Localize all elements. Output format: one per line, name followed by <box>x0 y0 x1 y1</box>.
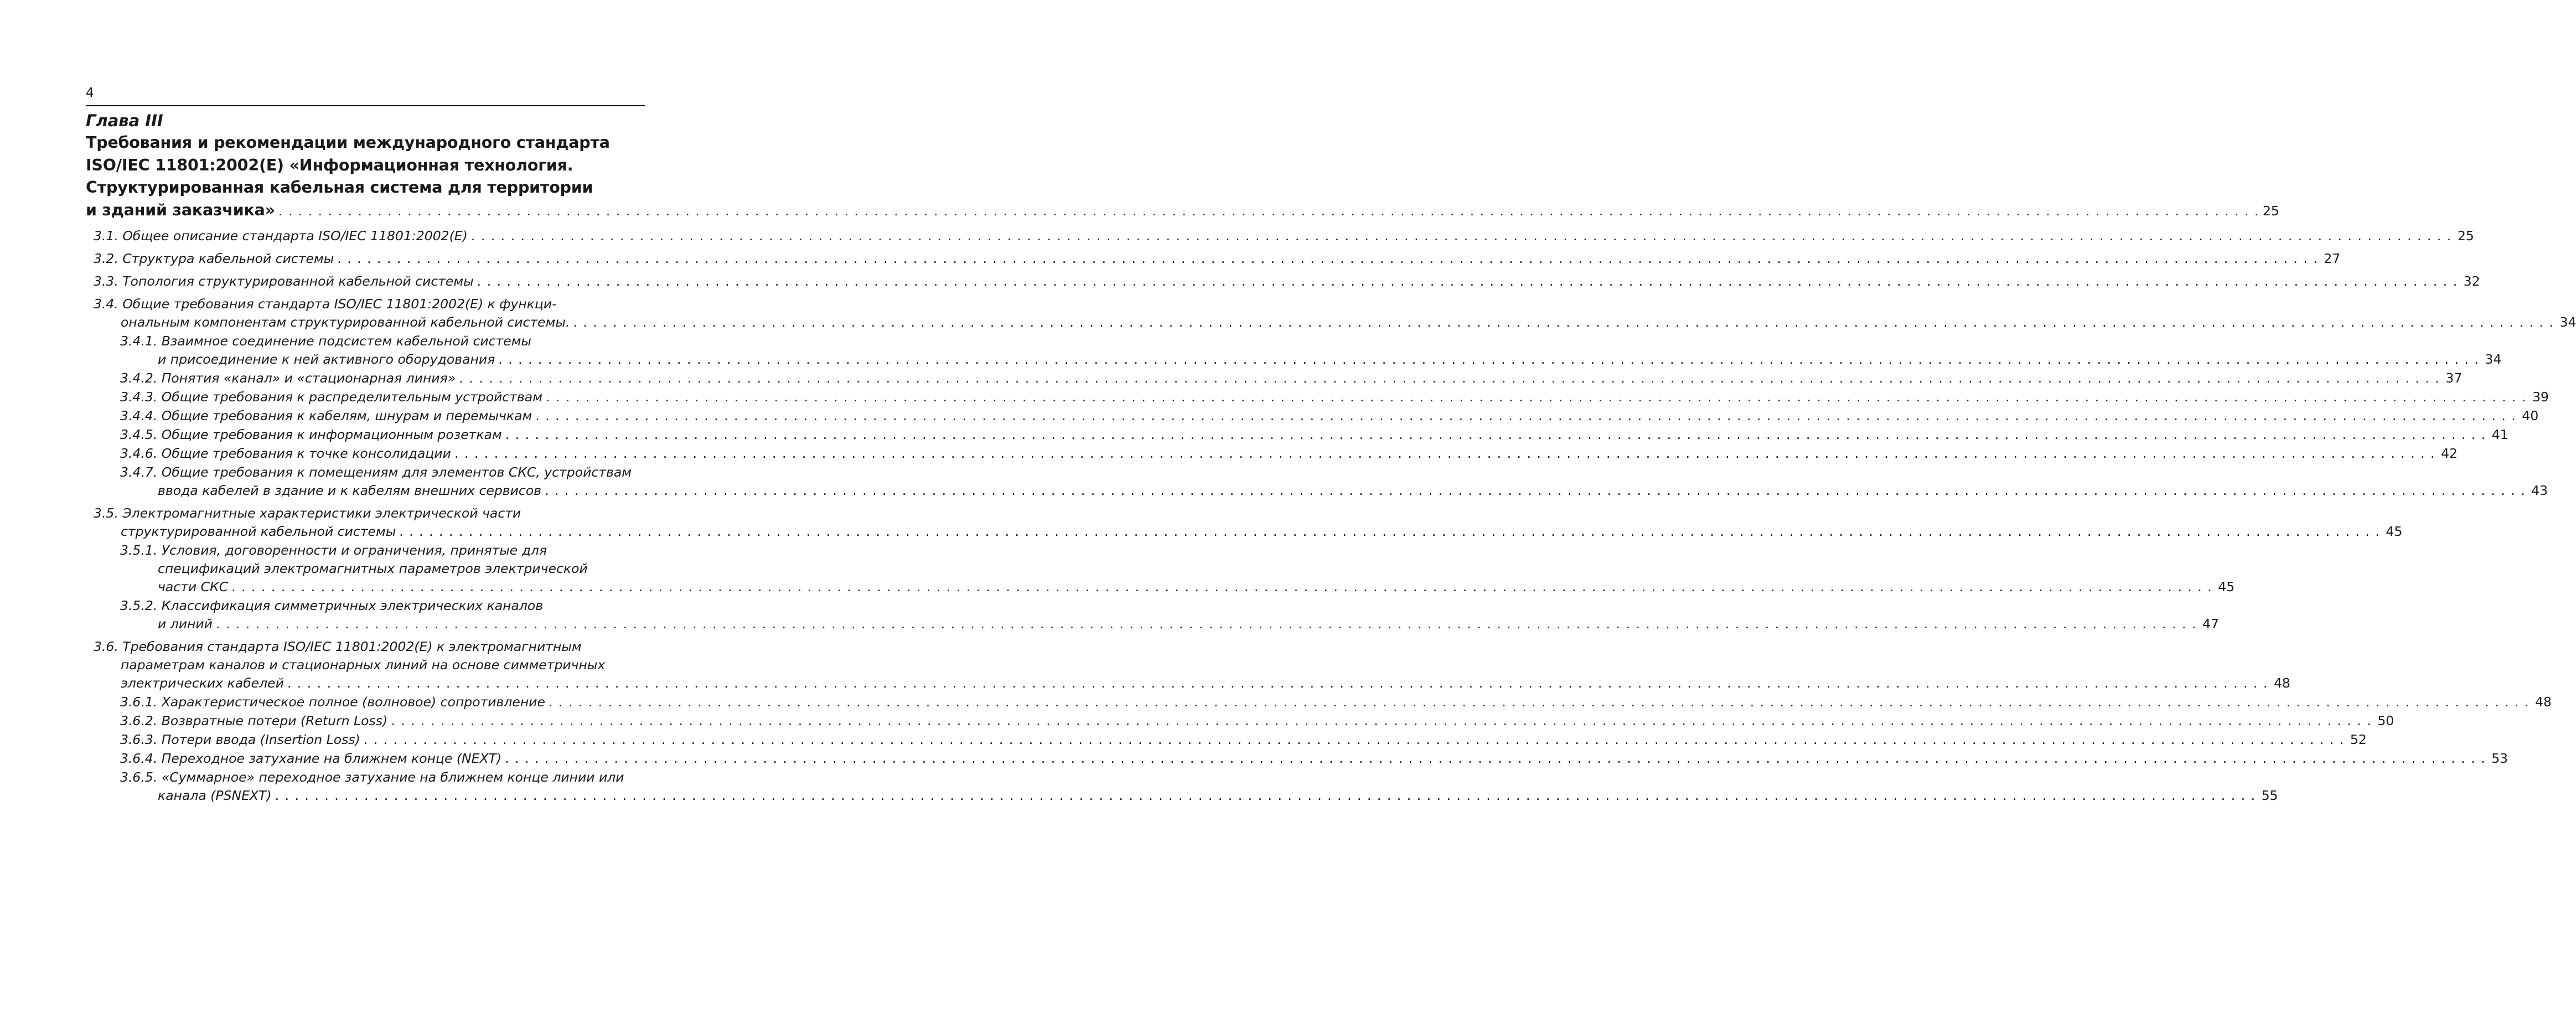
toc-entry[interactable] <box>86 712 2394 730</box>
toc-entry[interactable] <box>86 369 2463 387</box>
toc-page-number: 48 <box>2273 675 2290 691</box>
toc-page-number: 40 <box>2522 408 2539 423</box>
toc-entry-line: 3.6.5. «Суммарное» переходное затухание на ближнем конце линии или <box>120 769 624 785</box>
toc-entry[interactable] <box>86 638 2290 693</box>
toc-entry[interactable] <box>86 272 2480 291</box>
leader-dots: . . . . . . . . . . . . . . . . . . . . . . . . . . . . . . . . . . . . . . . . . . . . . . . . . . . . . . . . . . . . . . . . . . . . . . . . . . . . . . . . . . . . . . . . . . . . . . . . . . . . . . . . . . . . . . . . . . . . . . . . . . . . . . . . . . . . . . . . . . . . . . . . . . . . . . . . . . . . . . . . . . . . . . . . . . . . . . . . . . . . . . . . . . . . . . . . . . . . . . . . <box>459 370 2440 386</box>
leader-dots: . . . . . . . . . . . . . . . . . . . . . . . . . . . . . . . . . . . . . . . . . . . . . . . . . . . . . . . . . . . . . . . . . . . . . . . . . . . . . . . . . . . . . . . . . . . . . . . . . . . . . . . . . . . . . . . . . . . . . . . . . . . . . . . . . . . . . . . . . . . . . . . . . . . . . . . . . . . . . . . . . . . . . . . . . . . . . . . . . . . . . . . . . . . . . . . . . . . . . . . . <box>498 352 2480 367</box>
toc-entry[interactable] <box>86 250 2341 268</box>
leader-dots: . . . . . . . . . . . . . . . . . . . . . . . . . . . . . . . . . . . . . . . . . . . . . . . . . . . . . . . . . . . . . . . . . . . . . . . . . . . . . . . . . . . . . . . . . . . . . . . . . . . . . . . . . . . . . . . . . . . . . . . . . . . . . . . . . . . . . . . . . . . . . . . . . . . . . . . . . . . . . . . . . . . . . . . . . . . . . . . . . . . . . . . . . . . . . . . . . . . . . . . . <box>573 314 2554 330</box>
toc-page-number: 45 <box>2218 579 2235 595</box>
toc-entry-title: 3.6.2. Возвратные потери (Return Loss) <box>120 713 388 728</box>
toc-entry-title: и линий <box>158 616 213 632</box>
toc-entry-title: 3.4.4. Общие требования к кабелям, шнурам и перемычкам <box>120 408 532 423</box>
toc-entry-title: и присоединение к ней активного оборудования <box>158 352 495 367</box>
toc-entry-title: 3.6.4. Переходное затухание на ближнем конце (NEXT) <box>120 751 502 766</box>
header-rule <box>86 105 645 106</box>
leader-dots: . . . . . . . . . . . . . . . . . . . . . . . . . . . . . . . . . . . . . . . . . . . . . . . . . . . . . . . . . . . . . . . . . . . . . . . . . . . . . . . . . . . . . . . . . . . . . . . . . . . . . . . . . . . . . . . . . . . . . . . . . . . . . . . . . . . . . . . . . . . . . . . . . . . . . . . . . . . . . . . . . . . . . . . . . . . . . . . . . . . . . . . . . . . . . . . . . . . . . . . . <box>278 203 2259 219</box>
toc-entry[interactable] <box>86 541 2235 596</box>
toc-page-number: 48 <box>2535 694 2552 710</box>
toc-page-number: 47 <box>2202 616 2219 632</box>
toc-page-number: 39 <box>2532 389 2549 405</box>
toc-entry-line: 3.5. Электромагнитные характеристики электрической части <box>94 505 521 521</box>
toc-page-number: 42 <box>2441 446 2458 461</box>
toc-list <box>86 227 2576 805</box>
toc-entry-title: канала (PSNEXT) <box>158 788 272 803</box>
chapter-page-number: 25 <box>2262 203 2279 219</box>
toc-page-number: 50 <box>2377 713 2394 728</box>
toc-entry[interactable] <box>86 332 2502 369</box>
toc-entry-title: ввода кабелей в здание и к кабелям внешних сервисов <box>158 483 542 498</box>
toc-entry-title: 3.2. Структура кабельной системы <box>94 251 334 266</box>
toc-page-number: 45 <box>2386 524 2403 539</box>
toc-entry[interactable] <box>86 388 2549 406</box>
leader-dots: . . . . . . . . . . . . . . . . . . . . . . . . . . . . . . . . . . . . . . . . . . . . . . . . . . . . . . . . . . . . . . . . . . . . . . . . . . . . . . . . . . . . . . . . . . . . . . . . . . . . . . . . . . . . . . . . . . . . . . . . . . . . . . . . . . . . . . . . . . . . . . . . . . . . . . . . . . . . . . . . . . . . . . . . . . . . . . . . . . . . . . . . . . . . . . . . . . . . . . . . <box>505 427 2486 442</box>
toc-entry[interactable] <box>86 227 2474 245</box>
toc-entry-title: 3.1. Общее описание стандарта ISO/IEC 11801:2002(E) <box>94 228 468 244</box>
leader-dots: . . . . . . . . . . . . . . . . . . . . . . . . . . . . . . . . . . . . . . . . . . . . . . . . . . . . . . . . . . . . . . . . . . . . . . . . . . . . . . . . . . . . . . . . . . . . . . . . . . . . . . . . . . . . . . . . . . . . . . . . . . . . . . . . . . . . . . . . . . . . . . . . . . . . . . . . . . . . . . . . . . . . . . . . . . . . . . . . . . . . . . . . . . . . . . . . . . . . . . . . <box>287 675 2268 691</box>
chapter-title-line: Структурированная кабельная система для территории <box>86 178 593 197</box>
leader-dots: . . . . . . . . . . . . . . . . . . . . . . . . . . . . . . . . . . . . . . . . . . . . . . . . . . . . . . . . . . . . . . . . . . . . . . . . . . . . . . . . . . . . . . . . . . . . . . . . . . . . . . . . . . . . . . . . . . . . . . . . . . . . . . . . . . . . . . . . . . . . . . . . . . . . . . . . . . . . . . . . . . . . . . . . . . . . . . . . . . . . . . . . . . . . . . . . . . . . . . . . <box>548 694 2530 710</box>
leader-dots: . . . . . . . . . . . . . . . . . . . . . . . . . . . . . . . . . . . . . . . . . . . . . . . . . . . . . . . . . . . . . . . . . . . . . . . . . . . . . . . . . . . . . . . . . . . . . . . . . . . . . . . . . . . . . . . . . . . . . . . . . . . . . . . . . . . . . . . . . . . . . . . . . . . . . . . . . . . . . . . . . . . . . . . . . . . . . . . . . . . . . . . . . . . . . . . . . . . . . . . . <box>470 228 2452 244</box>
toc-entry[interactable] <box>86 768 2278 805</box>
toc-entry[interactable] <box>86 731 2367 749</box>
leader-dots: . . . . . . . . . . . . . . . . . . . . . . . . . . . . . . . . . . . . . . . . . . . . . . . . . . . . . . . . . . . . . . . . . . . . . . . . . . . . . . . . . . . . . . . . . . . . . . . . . . . . . . . . . . . . . . . . . . . . . . . . . . . . . . . . . . . . . . . . . . . . . . . . . . . . . . . . . . . . . . . . . . . . . . . . . . . . . . . . . . . . . . . . . . . . . . . . . . . . . . . . <box>363 732 2345 747</box>
leader-dots: . . . . . . . . . . . . . . . . . . . . . . . . . . . . . . . . . . . . . . . . . . . . . . . . . . . . . . . . . . . . . . . . . . . . . . . . . . . . . . . . . . . . . . . . . . . . . . . . . . . . . . . . . . . . . . . . . . . . . . . . . . . . . . . . . . . . . . . . . . . . . . . . . . . . . . . . . . . . . . . . . . . . . . . . . . . . . . . . . . . . . . . . . . . . . . . . . . . . . . . . <box>477 273 2458 289</box>
toc-entry-title: 3.4.6. Общие требования к точке консолидации <box>120 446 451 461</box>
toc-entry[interactable] <box>86 445 2458 463</box>
toc-entry-line: 3.4.7. Общие требования к помещениям для элементов СКС, устройствам <box>120 464 632 480</box>
toc-entry-title: 3.4.3. Общие требования к распределительным устройствам <box>120 389 542 405</box>
chapter-title-line: ISO/IEC 11801:2002(E) «Информационная технология. <box>86 156 573 174</box>
chapter-heading <box>86 110 2279 222</box>
leader-dots: . . . . . . . . . . . . . . . . . . . . . . . . . . . . . . . . . . . . . . . . . . . . . . . . . . . . . . . . . . . . . . . . . . . . . . . . . . . . . . . . . . . . . . . . . . . . . . . . . . . . . . . . . . . . . . . . . . . . . . . . . . . . . . . . . . . . . . . . . . . . . . . . . . . . . . . . . . . . . . . . . . . . . . . . . . . . . . . . . . . . . . . . . . . . . . . . . . . . . . . . <box>399 524 2381 539</box>
toc-page-number: 27 <box>2324 251 2341 266</box>
toc-page-number: 43 <box>2531 483 2548 498</box>
chapter-title-last-line[interactable] <box>86 199 2279 223</box>
toc-page-number: 25 <box>2457 228 2474 244</box>
toc-entry-line: параметрам каналов и стационарных линий на основе симметричных <box>121 657 606 673</box>
toc-entry-title: 3.6.3. Потери ввода (Insertion Loss) <box>120 732 360 747</box>
toc-page-number: 52 <box>2350 732 2367 747</box>
toc-entry-line: 3.6. Требования стандарта ISO/IEC 11801:2002(E) к электромагнитным <box>94 639 582 654</box>
toc-page-number: 37 <box>2445 370 2463 386</box>
toc-entry-line: спецификаций электромагнитных параметров электрической <box>158 561 588 576</box>
toc-entry-title: структурированной кабельной системы <box>121 524 396 539</box>
leader-dots: . . . . . . . . . . . . . . . . . . . . . . . . . . . . . . . . . . . . . . . . . . . . . . . . . . . . . . . . . . . . . . . . . . . . . . . . . . . . . . . . . . . . . . . . . . . . . . . . . . . . . . . . . . . . . . . . . . . . . . . . . . . . . . . . . . . . . . . . . . . . . . . . . . . . . . . . . . . . . . . . . . . . . . . . . . . . . . . . . . . . . . . . . . . . . . . . . . . . . . . . <box>391 713 2372 728</box>
toc-entry-line: 3.4.1. Взаимное соединение подсистем кабельной системы <box>120 333 531 349</box>
toc-page-number: 32 <box>2463 273 2480 289</box>
toc-page-number: 34 <box>2559 314 2576 330</box>
toc-entry-line: 3.4. Общие требования стандарта ISO/IEC 11801:2002(E) к функци- <box>94 296 557 312</box>
leader-dots: . . . . . . . . . . . . . . . . . . . . . . . . . . . . . . . . . . . . . . . . . . . . . . . . . . . . . . . . . . . . . . . . . . . . . . . . . . . . . . . . . . . . . . . . . . . . . . . . . . . . . . . . . . . . . . . . . . . . . . . . . . . . . . . . . . . . . . . . . . . . . . . . . . . . . . . . . . . . . . . . . . . . . . . . . . . . . . . . . . . . . . . . . . . . . . . . . . . . . . . . <box>454 446 2435 461</box>
toc-entry-title: части СКС <box>158 579 229 595</box>
toc-entry-title: 3.4.5. Общие требования к информационным розеткам <box>120 427 502 442</box>
leader-dots: . . . . . . . . . . . . . . . . . . . . . . . . . . . . . . . . . . . . . . . . . . . . . . . . . . . . . . . . . . . . . . . . . . . . . . . . . . . . . . . . . . . . . . . . . . . . . . . . . . . . . . . . . . . . . . . . . . . . . . . . . . . . . . . . . . . . . . . . . . . . . . . . . . . . . . . . . . . . . . . . . . . . . . . . . . . . . . . . . . . . . . . . . . . . . . . . . . . . . . . . <box>337 251 2319 266</box>
toc-entry[interactable] <box>86 426 2508 444</box>
toc-entry-title: 3.6.1. Характеристическое полное (волновое) сопротивление <box>120 694 545 710</box>
leader-dots: . . . . . . . . . . . . . . . . . . . . . . . . . . . . . . . . . . . . . . . . . . . . . . . . . . . . . . . . . . . . . . . . . . . . . . . . . . . . . . . . . . . . . . . . . . . . . . . . . . . . . . . . . . . . . . . . . . . . . . . . . . . . . . . . . . . . . . . . . . . . . . . . . . . . . . . . . . . . . . . . . . . . . . . . . . . . . . . . . . . . . . . . . . . . . . . . . . . . . . . . <box>545 389 2527 405</box>
toc-entry-title: 3.4.2. Понятия «канал» и «стационарная линия» <box>120 370 456 386</box>
toc-entry-title: 3.3. Топология структурированной кабельной системы <box>94 273 474 289</box>
toc-entry[interactable] <box>86 295 2576 332</box>
toc-entry-title: ональным компонентам структурированной кабельной системы. <box>121 314 570 330</box>
chapter-title-text: и зданий заказчика» <box>86 200 275 219</box>
leader-dots: . . . . . . . . . . . . . . . . . . . . . . . . . . . . . . . . . . . . . . . . . . . . . . . . . . . . . . . . . . . . . . . . . . . . . . . . . . . . . . . . . . . . . . . . . . . . . . . . . . . . . . . . . . . . . . . . . . . . . . . . . . . . . . . . . . . . . . . . . . . . . . . . . . . . . . . . . . . . . . . . . . . . . . . . . . . . . . . . . . . . . . . . . . . . . . . . . . . . . . . . <box>505 751 2486 766</box>
toc-entry[interactable] <box>86 597 2219 633</box>
toc-entry[interactable] <box>86 463 2548 500</box>
toc-entry[interactable] <box>86 750 2508 768</box>
toc-page-number: 55 <box>2261 788 2278 803</box>
toc-entry-title: электрических кабелей <box>121 675 284 691</box>
toc-page-number: 34 <box>2485 352 2502 367</box>
leader-dots: . . . . . . . . . . . . . . . . . . . . . . . . . . . . . . . . . . . . . . . . . . . . . . . . . . . . . . . . . . . . . . . . . . . . . . . . . . . . . . . . . . . . . . . . . . . . . . . . . . . . . . . . . . . . . . . . . . . . . . . . . . . . . . . . . . . . . . . . . . . . . . . . . . . . . . . . . . . . . . . . . . . . . . . . . . . . . . . . . . . . . . . . . . . . . . . . . . . . . . . . <box>275 788 2256 803</box>
toc-entry[interactable] <box>86 693 2552 711</box>
chapter-title-line: Требования и рекомендации международного стандарта <box>86 133 610 152</box>
leader-dots: . . . . . . . . . . . . . . . . . . . . . . . . . . . . . . . . . . . . . . . . . . . . . . . . . . . . . . . . . . . . . . . . . . . . . . . . . . . . . . . . . . . . . . . . . . . . . . . . . . . . . . . . . . . . . . . . . . . . . . . . . . . . . . . . . . . . . . . . . . . . . . . . . . . . . . . . . . . . . . . . . . . . . . . . . . . . . . . . . . . . . . . . . . . . . . . . . . . . . . . . <box>545 483 2526 498</box>
toc-page-number: 53 <box>2491 751 2508 766</box>
toc-entry-line: 3.5.1. Условия, договоренности и ограничения, принятые для <box>120 542 547 558</box>
toc-entry[interactable] <box>86 504 2403 541</box>
page-number: 4 <box>86 86 94 100</box>
toc-entry[interactable] <box>86 407 2539 425</box>
toc-entry-line: 3.5.2. Классификация симметричных электрических каналов <box>120 598 544 613</box>
chapter-label: Глава III <box>86 111 163 130</box>
leader-dots: . . . . . . . . . . . . . . . . . . . . . . . . . . . . . . . . . . . . . . . . . . . . . . . . . . . . . . . . . . . . . . . . . . . . . . . . . . . . . . . . . . . . . . . . . . . . . . . . . . . . . . . . . . . . . . . . . . . . . . . . . . . . . . . . . . . . . . . . . . . . . . . . . . . . . . . . . . . . . . . . . . . . . . . . . . . . . . . . . . . . . . . . . . . . . . . . . . . . . . . . <box>535 408 2517 423</box>
toc-page-number: 41 <box>2491 427 2508 442</box>
leader-dots: . . . . . . . . . . . . . . . . . . . . . . . . . . . . . . . . . . . . . . . . . . . . . . . . . . . . . . . . . . . . . . . . . . . . . . . . . . . . . . . . . . . . . . . . . . . . . . . . . . . . . . . . . . . . . . . . . . . . . . . . . . . . . . . . . . . . . . . . . . . . . . . . . . . . . . . . . . . . . . . . . . . . . . . . . . . . . . . . . . . . . . . . . . . . . . . . . . . . . . . . <box>215 616 2197 632</box>
leader-dots: . . . . . . . . . . . . . . . . . . . . . . . . . . . . . . . . . . . . . . . . . . . . . . . . . . . . . . . . . . . . . . . . . . . . . . . . . . . . . . . . . . . . . . . . . . . . . . . . . . . . . . . . . . . . . . . . . . . . . . . . . . . . . . . . . . . . . . . . . . . . . . . . . . . . . . . . . . . . . . . . . . . . . . . . . . . . . . . . . . . . . . . . . . . . . . . . . . . . . . . . <box>231 579 2213 595</box>
